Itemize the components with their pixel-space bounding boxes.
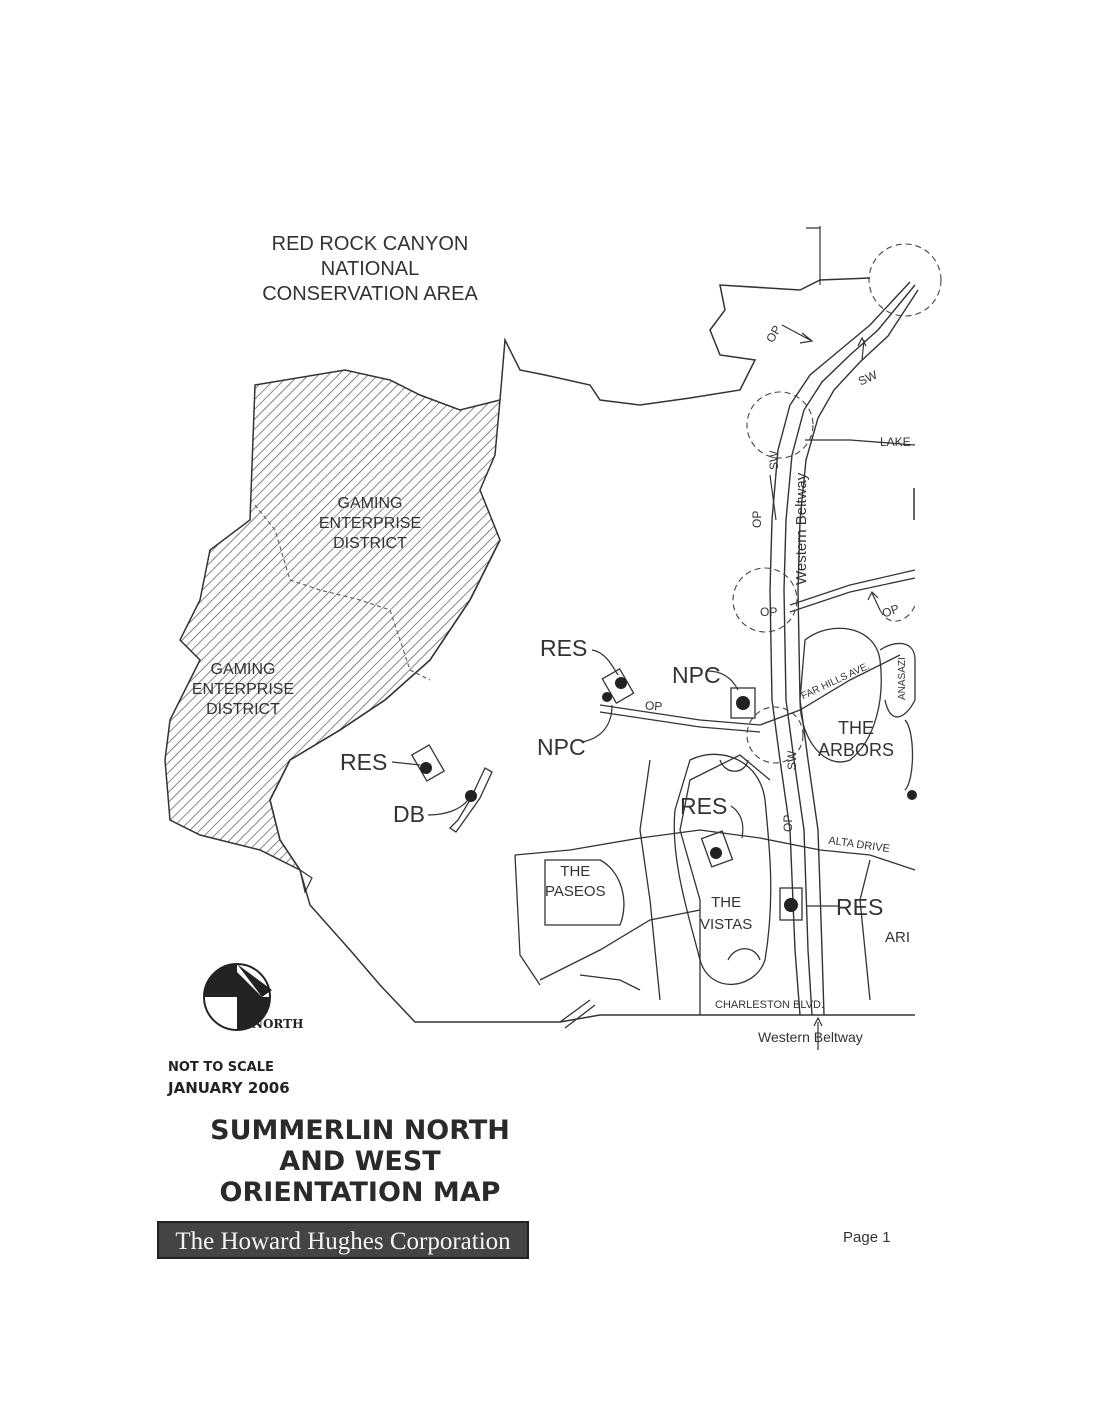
- alta-drive-label: ALTA DRIVE: [827, 834, 891, 856]
- map-title: SUMMERLIN NORTH AND WEST ORIENTATION MAP: [210, 1115, 510, 1208]
- op-label-4: OP: [763, 322, 785, 346]
- sw-label-2: SW: [767, 450, 781, 470]
- npc-label-1: NPC: [672, 662, 721, 688]
- ari-label: ARI: [885, 929, 911, 946]
- map-notes: NOT TO SCALE JANUARY 2006: [168, 1060, 290, 1097]
- gaming-district-label-north: GAMING ENTERPRISE DISTRICT: [318, 495, 422, 552]
- op-label-1: OP: [644, 698, 663, 714]
- the-arbors-label: THE ARBORS: [818, 718, 895, 760]
- op-label-2: OP: [760, 605, 778, 619]
- company-logo: The Howard Hughes Corporation: [157, 1221, 529, 1259]
- op-label-5: OP: [750, 510, 764, 528]
- op-label-3: OP: [880, 601, 902, 621]
- page-number: Page 1: [843, 1229, 891, 1246]
- res-label-2: RES: [340, 749, 388, 775]
- res-label-4: RES: [836, 894, 884, 920]
- gaming-district-label-south: GAMING ENTERPRISE DISTRICT: [191, 661, 295, 718]
- res-label-1: RES: [540, 635, 588, 661]
- north-edge-line: [806, 226, 820, 285]
- lake-label: LAKE: [880, 435, 911, 449]
- conservation-area-label: RED ROCK CANYON NATIONAL CONSERVATION AREA: [262, 233, 478, 305]
- western-beltway-caption: Western Beltway: [758, 1029, 863, 1045]
- op-label-6: OP: [781, 814, 795, 832]
- gaming-district-area: [165, 370, 500, 870]
- far-hills-label: FAR HILLS AVE.: [799, 660, 872, 703]
- res-label-3: RES: [680, 793, 728, 819]
- western-beltway-road-label: Western Beltway: [793, 472, 810, 585]
- the-vistas-label: THE VISTAS: [700, 894, 753, 933]
- anasazi-label: ANASAZI: [897, 657, 908, 700]
- npc-label-2: NPC: [537, 734, 586, 760]
- db-label: DB: [393, 801, 425, 827]
- north-label: NORTH: [252, 1017, 304, 1031]
- sw-label-3: SW: [785, 750, 799, 770]
- the-paseos-label: THE PASEOS: [545, 863, 606, 900]
- sw-label-1: SW: [855, 367, 880, 389]
- charleston-label: CHARLESTON BLVD.: [715, 999, 825, 1011]
